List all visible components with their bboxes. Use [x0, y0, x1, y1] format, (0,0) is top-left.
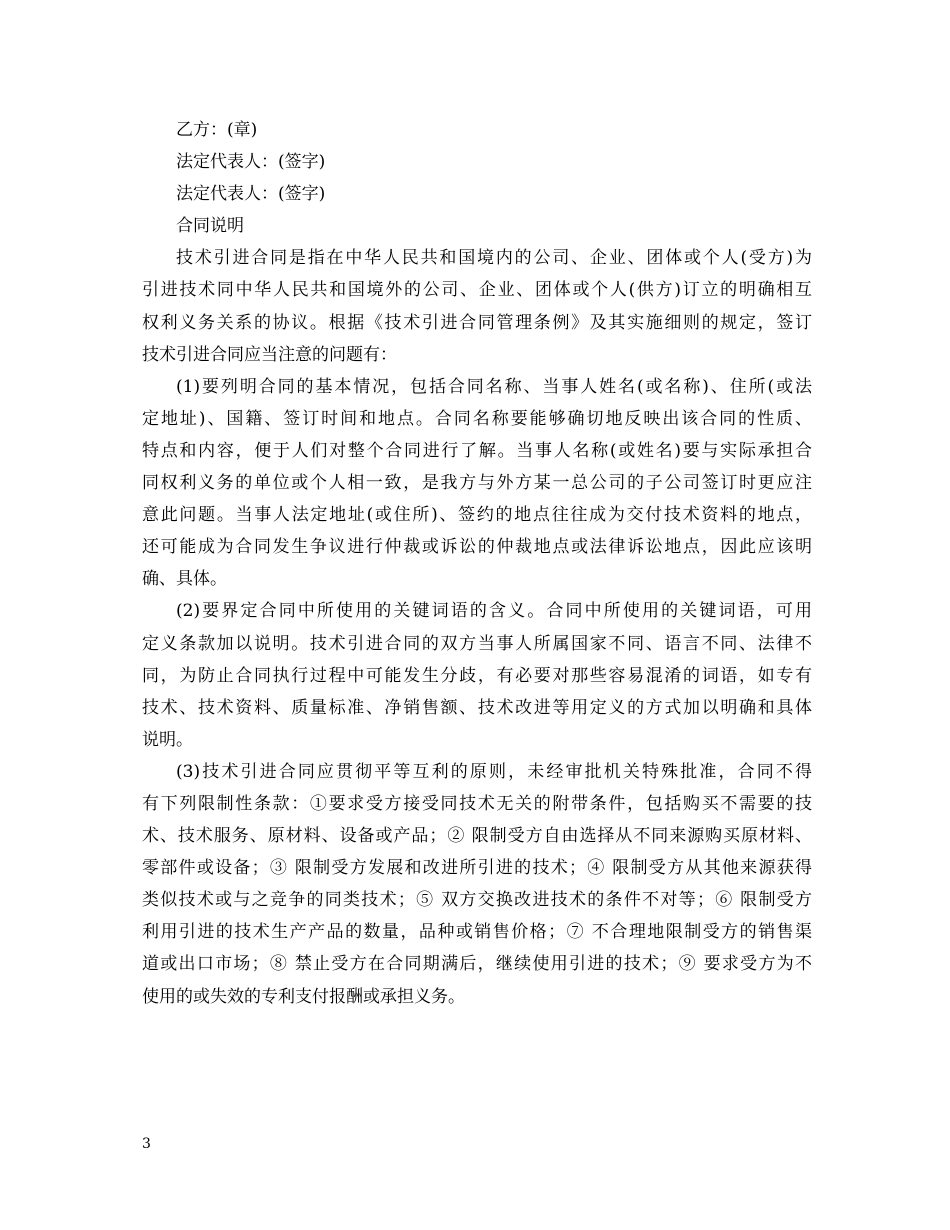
- paragraph-item-3: [142, 758, 812, 1011]
- paragraph-line: 同权利义务的单位或个人相一致，是我方与外方某一总公司的子公司签订时更应注: [142, 473, 812, 494]
- paragraph-line: 道或出口市场；⑧ 禁止受方在合同期满后，继续使用引进的技术；⑨ 要求受方为不: [142, 954, 812, 975]
- paragraph-line: 技术引进合同应当注意的问题有：: [142, 344, 397, 365]
- paragraph-line: (1)要列明合同的基本情况，包括合同名称、当事人姓名(或名称)、住所(或法: [176, 376, 812, 397]
- paragraph-line: 确、具体。: [142, 569, 227, 590]
- paragraph-line: 利用引进的技术生产产品的数量，品种或销售价格；⑦ 不合理地限制受方的销售渠: [142, 922, 812, 943]
- paragraph-line: 使用的或失效的专利支付报酬或承担义务。: [142, 986, 465, 1007]
- section-title: 合同说明: [176, 216, 244, 237]
- paragraph-line: 特点和内容，便于人们对整个合同进行了解。当事人名称(或姓名)要与实际承担合: [142, 440, 812, 461]
- paragraph-line: 引进技术同中华人民共和国境外的公司、企业、团体或个人(供方)订立的明确相互: [142, 280, 812, 301]
- paragraph-line: 同，为防止合同执行过程中可能发生分歧，有必要对那些容易混淆的词语，如专有: [142, 665, 812, 686]
- paragraph-line: 术、技术服务、原材料、设备或产品；② 限制受方自由选择从不同来源购买原材料、: [142, 826, 812, 847]
- page-number: 3: [142, 1136, 151, 1152]
- paragraph-line: 意此问题。当事人法定地址(或住所)、签约的地点往往成为交付技术资料的地点，: [142, 505, 812, 526]
- paragraph-line: 定义条款加以说明。技术引进合同的双方当事人所属国家不同、语言不同、法律不: [142, 633, 812, 654]
- paragraph-line: (2)要界定合同中所使用的关键词语的含义。合同中所使用的关键词语，可用: [176, 601, 812, 622]
- party-b-seal-line: 乙方：(章): [176, 120, 258, 140]
- paragraph-item-2: [142, 597, 812, 753]
- paragraph-line: 定地址)、国籍、签订时间和地点。合同名称要能够确切地反映出该合同的性质、: [142, 408, 812, 429]
- paragraph-line: 还可能成为合同发生争议进行仲裁或诉讼的仲裁地点或法律诉讼地点，因此应该明: [142, 537, 812, 558]
- legal-representative-signature-line: 法定代表人：(签字): [176, 152, 326, 173]
- paragraph-line: 技术引进合同是指在中华人民共和国境内的公司、企业、团体或个人(受方)为: [176, 248, 812, 269]
- legal-representative-signature-line: 法定代表人：(签字): [176, 184, 326, 205]
- document-body: [142, 116, 812, 1015]
- paragraph-definition: [142, 244, 812, 368]
- paragraph-line: 权利义务关系的协议。根据《技术引进合同管理条例》及其实施细则的规定，签订: [142, 312, 812, 333]
- paragraph-line: 技术、技术资料、质量标准、净销售额、技术改进等用定义的方式加以明确和具体: [142, 697, 812, 718]
- paragraph-line: 有下列限制性条款：①要求受方接受同技术无关的附带条件，包括购买不需要的技: [142, 793, 812, 814]
- paragraph-line: 类似技术或与之竞争的同类技术；⑤ 双方交换改进技术的条件不对等；⑥ 限制受方: [142, 890, 812, 911]
- paragraph-item-1: [142, 373, 812, 594]
- paragraph-line: 零部件或设备；③ 限制受方发展和改进所引进的技术；④ 限制受方从其他来源获得: [142, 858, 812, 879]
- paragraph-line: (3)技术引进合同应贯彻平等互利的原则，未经审批机关特殊批准，合同不得: [176, 761, 812, 782]
- paragraph-line: 说明。: [142, 729, 193, 750]
